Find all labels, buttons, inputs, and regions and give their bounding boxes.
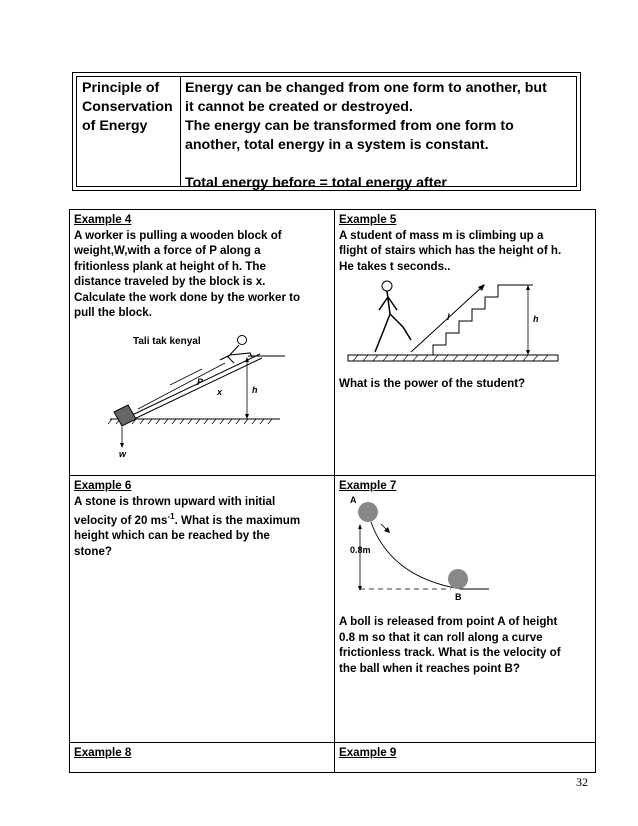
example-7-line: A boll is released from point A of height — [339, 615, 558, 628]
example-8-cell — [70, 743, 334, 773]
example-6-velocity: velocity of 20 ms — [74, 513, 168, 527]
example-5-line: A student of mass m is climbing up a — [339, 228, 544, 242]
principle-label-line: Principle of — [82, 80, 160, 96]
principle-label-line: of Energy — [82, 118, 148, 134]
principle-text-line: it cannot be created or destroyed. — [185, 99, 413, 115]
example-5-line: flight of stairs which has the height of h. — [339, 244, 562, 257]
distance-label: x — [217, 387, 223, 397]
example-4-line: Calculate the work done by the worker to — [74, 290, 301, 304]
stair-length-label: l — [447, 312, 450, 322]
example-6-line: stone? — [74, 544, 113, 558]
example-6-unit-exponent: -1 — [167, 512, 175, 521]
example-4-title: Example 4 — [74, 213, 132, 226]
page-number: 32 — [576, 775, 588, 789]
example-7-line: frictionless track. What is the velocity of — [339, 646, 561, 659]
examples-table — [69, 209, 596, 773]
example-9-cell — [335, 743, 595, 773]
example-7-text — [339, 614, 561, 676]
example-6-velocity-tail: . What is the maximum — [174, 513, 301, 527]
example-5-line: He takes t seconds.. — [339, 259, 451, 273]
example-6-line: height which can be reached by the — [74, 529, 270, 543]
principle-text-line: another, total energy in a system is constant. — [185, 137, 489, 153]
example-6-line: A stone is thrown upward with initial — [74, 494, 276, 508]
point-b-label: B — [455, 592, 462, 602]
inclined-plank-figure — [100, 327, 300, 462]
curved-track-figure — [341, 496, 491, 606]
force-label: P — [197, 377, 204, 387]
example-8-title: Example 8 — [74, 746, 132, 759]
example-9-title: Example 9 — [339, 746, 397, 759]
height-label: h — [252, 385, 258, 395]
example-4-line: pull the block. — [74, 306, 152, 319]
principle-text-line: Total energy before = total energy after — [185, 175, 447, 191]
track-height-label: 0.8m — [350, 545, 371, 555]
principle-text — [181, 77, 576, 191]
example-6-cell — [70, 476, 334, 742]
stair-height-label: h — [533, 314, 539, 324]
example-4-line: fritionless plank at height of h. The — [74, 259, 266, 273]
principle-inner-border — [76, 76, 577, 191]
example-7-title: Example 7 — [339, 479, 397, 492]
example-7-line: 0.8 m so that it can roll along a curve — [339, 630, 543, 644]
example-4-line: distance traveled by the block is x. — [74, 275, 266, 288]
principle-text-line: Energy can be changed from one form to another, but — [185, 80, 547, 96]
example-5-question: What is the power of the student? — [339, 377, 526, 390]
principle-box — [72, 72, 581, 191]
example-5-cell — [335, 210, 595, 475]
example-6-title: Example 6 — [74, 479, 132, 492]
example-4-line: weight,W,with a force of P along a — [74, 244, 261, 257]
example-4-line: A worker is pulling a wooden block of — [74, 228, 282, 242]
point-a-label: A — [350, 496, 357, 505]
weight-label: w — [119, 449, 127, 459]
principle-text-line: The energy can be transformed from one form to — [185, 118, 514, 134]
example-6-line — [74, 509, 330, 528]
rope-label: Tali tak kenyal — [133, 336, 201, 347]
example-7-line: the ball when it reaches point B? — [339, 661, 521, 675]
example-7-cell — [335, 476, 595, 742]
example-4-cell — [70, 210, 334, 475]
example-5-title: Example 5 — [339, 213, 397, 226]
principle-label — [77, 77, 181, 186]
principle-label-line: Conservation — [82, 99, 173, 115]
stairs-figure — [343, 272, 563, 372]
